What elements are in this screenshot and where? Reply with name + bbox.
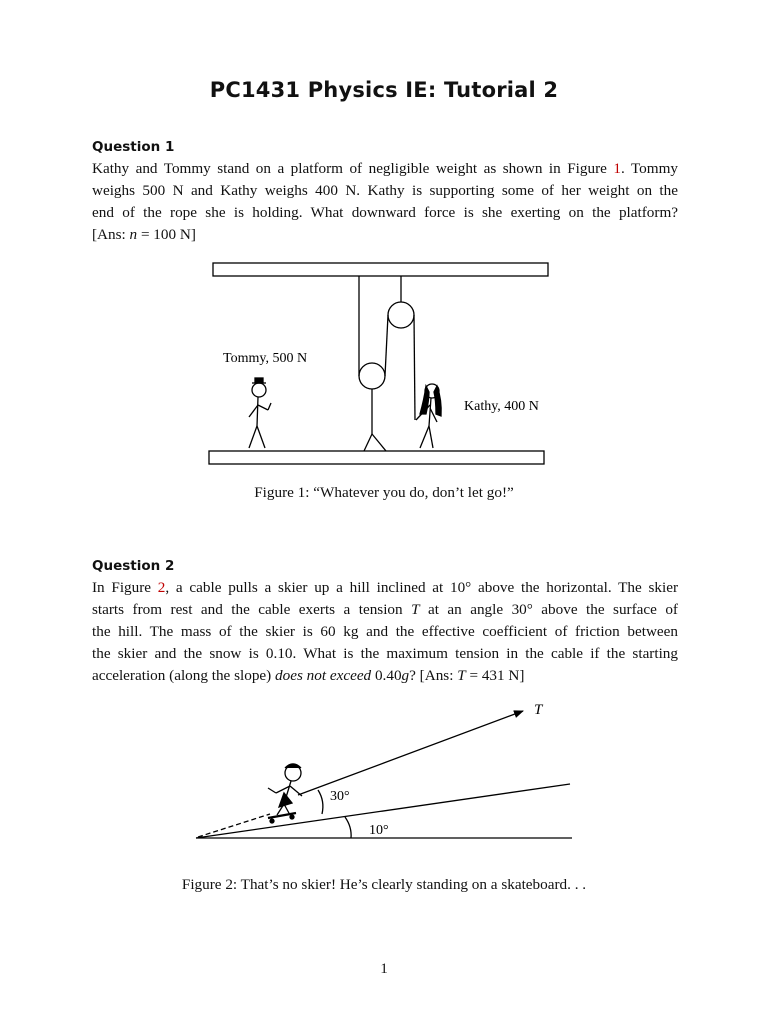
q1-line-3: end of the rope she is holding. What downward force is she exerting on the platform? (92, 204, 678, 221)
q2-line-3: the hill. The mass of the skier is 60 kg and the effective coefficient of friction between (92, 623, 678, 640)
q1-line-2: weighs 500 N and Kathy weighs 400 N. Kathy is supporting some of her weight on the (92, 182, 678, 199)
tension-label: T (534, 702, 543, 718)
q2-line-5: acceleration (along the slope) does not exceed 0.40g? [Ans: T = 431 N] (92, 667, 525, 684)
angle-arc-10 (345, 817, 351, 838)
q2-line-4: the skier and the snow is 0.10. What is the maximum tension in the cable if the starting (92, 645, 678, 662)
angle-30-label: 30° (330, 789, 350, 804)
tension-arrow (298, 711, 523, 795)
question-2-heading: Question 2 (92, 558, 175, 574)
q1-answer: [Ans: n = 100 N] (92, 226, 196, 243)
skater-stick-figure (268, 764, 302, 823)
tommy-label: Tommy, 500 N (223, 351, 308, 366)
q2-line-1: In Figure 2, a cable pulls a skier up a hill inclined at 10° above the horizontal. The skier (92, 579, 678, 596)
page-number: 1 (380, 960, 388, 977)
figure-1-link[interactable]: 1 (613, 160, 621, 177)
cable-dashed (198, 814, 270, 837)
figure-2-link[interactable]: 2 (157, 579, 166, 596)
angle-arc-30 (318, 790, 323, 814)
question-1-heading: Question 1 (92, 139, 175, 155)
kathy-label: Kathy, 400 N (464, 399, 539, 414)
q2-line-2: starts from rest and the cable exerts a tension T at an angle 30° above the surface of (92, 601, 678, 618)
figure-2-caption: Figure 2: That’s no skier! He’s clearly standing on a skateboard. . . (181, 876, 587, 893)
angle-10-label: 10° (369, 823, 389, 838)
page-title: PC1431 Physics IE: Tutorial 2 (209, 78, 559, 102)
figure-1-caption: Figure 1: “Whatever you do, don’t let go!” (254, 484, 514, 501)
q1-line-1: Kathy and Tommy stand on a platform of negligible weight as shown in Figure 1. Tommy (92, 160, 678, 177)
